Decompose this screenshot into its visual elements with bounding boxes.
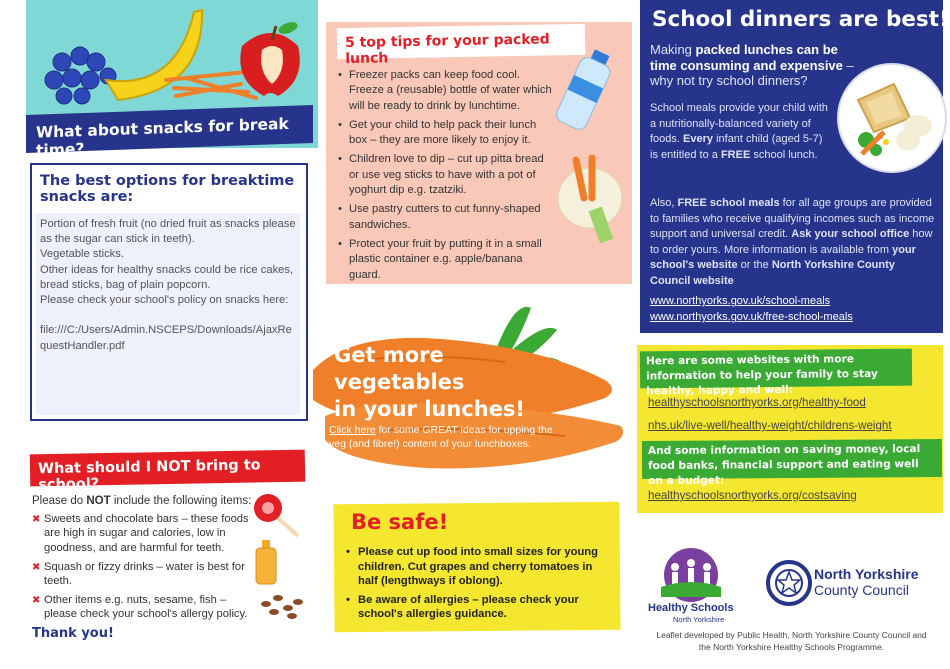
not-bring-item-text: Sweets and chocolate bars – these foods are high in sugar and calories, low in goodness, and are harmful for teeth.	[44, 513, 249, 554]
lead-pre: Making	[650, 42, 696, 57]
cross-icon: ✖	[32, 562, 41, 573]
p2-text: how to order yours. More information is available from	[650, 228, 933, 256]
school-dinners-lead	[650, 42, 860, 89]
safe-list	[344, 545, 614, 626]
p2-bold: Ask your school office	[791, 228, 910, 241]
p2-text: or the	[737, 259, 772, 272]
veg-text-body: for some GREAT ideas for upping the veg (and fibre!) content of your lunchboxes.	[329, 424, 553, 450]
school-meals-link[interactable]: www.northyorks.gov.uk/school-meals	[650, 295, 831, 307]
not-bring-item	[32, 512, 252, 555]
tips-list	[336, 68, 556, 287]
p2-bold: FREE school meals	[677, 197, 780, 209]
p1-bold: FREE	[720, 148, 751, 161]
tip-item: • Protect your fruit by putting it in a small plastic container e.g. apple/banana guard.	[336, 237, 556, 283]
healthy-schools-logo-subtext: North Yorkshire	[673, 615, 725, 624]
safe-title: Be safe!	[351, 510, 449, 534]
cost-saving-banner: And some information on saving money, local food banks, financial support and eating well on a budget:	[642, 439, 942, 479]
healthy-food-link[interactable]: healthyschoolsnorthyorks.org/healthy-food	[648, 396, 866, 409]
nycc-logo-line-2: County Council	[814, 582, 909, 598]
nycc-logo-line-1: North Yorkshire	[814, 566, 919, 582]
nycc-rose-logo-icon	[766, 560, 812, 606]
p1-bold: Every	[683, 133, 714, 146]
water-bottle-dip-illustration	[548, 48, 628, 258]
safe-item: • Be aware of allergies – please check your school's allergies guidance.	[344, 593, 614, 622]
leaflet-footer: Leaflet developed by Public Health, North Yorkshire County Council and the North Yorkshire Healthy Schools Programme.	[656, 630, 927, 652]
cross-icon: ✖	[32, 514, 41, 525]
tips-banner: 5 top tips for your packed lunch	[337, 24, 586, 59]
tip-item: • Freezer packs can keep food cool. Freeze a (reusable) bottle of water which will be ready to drink by lunchtime.	[336, 68, 556, 114]
p2-text: Also,	[650, 197, 678, 209]
school-dinner-plate-illustration	[836, 62, 948, 174]
veg-ideas-link[interactable]: Click here	[329, 424, 376, 436]
veg-title-line: Get more	[334, 343, 444, 367]
tip-item: • Children love to dip – cut up pitta bread or use veg sticks to have with a pot of yoghurt dip e.g. tzatziki.	[336, 152, 556, 198]
cost-saving-link[interactable]: healthyschoolsnorthyorks.org/costsaving	[648, 489, 857, 502]
not-bring-intro-post: include the following items:	[110, 495, 252, 507]
sweets-drink-nuts-illustration	[252, 492, 312, 624]
p1-text: infant child (aged 5-7) is entitled to a	[650, 133, 823, 161]
veg-title-line: in your lunches!	[334, 397, 526, 421]
snack-options-body: Portion of fresh fruit (no dried fruit as snacks please as the sugar can stick in teeth). Vegetable sticks. Other ideas for healthy snacks could be rice cakes, bread sticks, bag of plain popcorn. Please check your school's policy on snacks here: file:///C:/Users/Admin.NSCEPS/Downloads/AjaxRe questHandler.pdf	[36, 213, 300, 415]
snack-options-title: The best options for breaktime snacks are:	[40, 173, 295, 205]
childrens-weight-link[interactable]: nhs.uk/live-well/healthy-weight/childrens-weight	[648, 419, 892, 432]
veg-text	[329, 423, 569, 451]
p1-text: School meals provide your child with a nutritionally-balanced variety of foods.	[650, 102, 828, 146]
safe-item: • Please cut up food into small sizes for young children. Cut grapes and cherry tomatoes in half (lengthways if oblong).	[344, 545, 614, 589]
snacks-banner: What about snacks for break time?	[26, 105, 313, 153]
free-school-meals-link[interactable]: www.northyorks.gov.uk/free-school-meals	[650, 311, 853, 323]
cross-icon: ✖	[32, 595, 41, 606]
not-bring-item	[32, 560, 252, 589]
veg-title	[334, 342, 534, 423]
not-bring-intro-bold: NOT	[86, 495, 111, 507]
not-bring-banner: What should I NOT bring to school?	[30, 450, 306, 487]
not-bring-item-text: Squash or fizzy drinks – water is best for teeth.	[44, 561, 245, 588]
p1-text: school lunch.	[750, 148, 818, 161]
school-dinners-paragraph-1	[650, 101, 830, 163]
tip-item: • Use pastry cutters to cut funny-shaped sandwiches.	[336, 202, 556, 233]
healthy-schools-logo-text: Healthy Schools	[648, 602, 734, 614]
school-dinners-title: School dinners are best!	[652, 7, 949, 32]
websites-banner: Here are some websites with more information to help your family to stay healthy, happy and well:	[640, 349, 912, 389]
not-bring-intro	[32, 495, 251, 507]
lead-bold: packed lunches can be time consuming and expensive	[650, 42, 843, 73]
not-bring-intro-pre: Please do	[32, 495, 87, 507]
p2-bold: North Yorkshire County Council website	[650, 259, 895, 287]
healthy-schools-logo-icon	[655, 547, 727, 603]
lead-post: – why not try school dinners?	[650, 57, 854, 88]
p2-text: for all age groups are provided to families who receive qualifying incomes such as income support and universal credit.	[650, 197, 935, 241]
not-bring-item	[32, 593, 252, 622]
veg-title-line: vegetables	[334, 370, 465, 394]
p2-bold: your school's website	[650, 243, 916, 272]
school-dinners-paragraph-2	[650, 196, 935, 290]
not-bring-item-text: Other items e.g. nuts, sesame, fish – please check your school's allergy policy.	[44, 594, 248, 621]
tip-item: • Get your child to help pack their lunch box – they are more likely to enjoy it.	[336, 118, 556, 149]
thank-you-text: Thank you!	[32, 626, 114, 641]
